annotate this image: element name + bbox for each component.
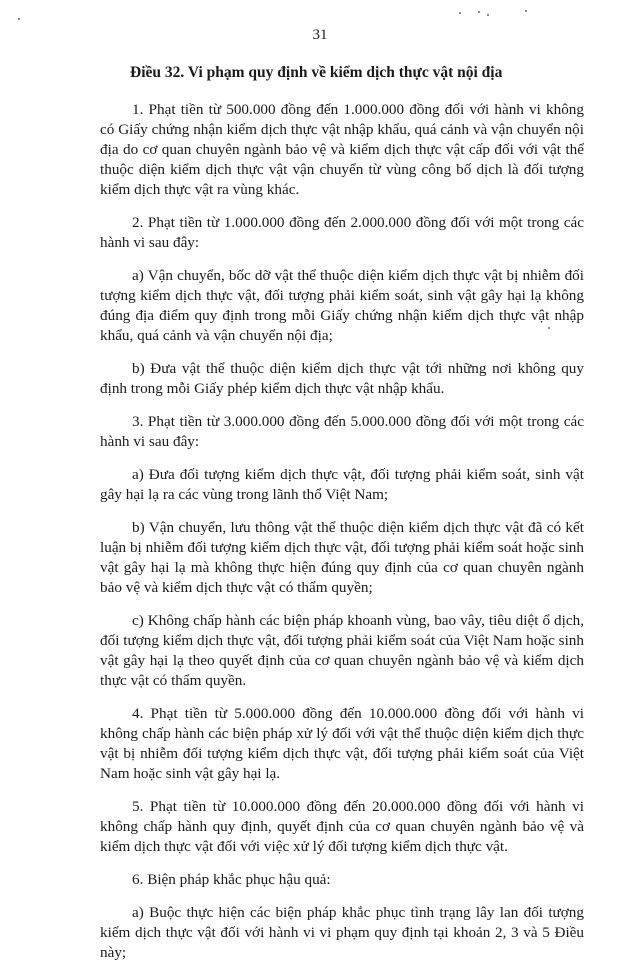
paragraph-clause-4: 4. Phạt tiền từ 5.000.000 đồng đến 10.000.000 đồng đối với hành vi không chấp hành các biện pháp xử lý đối với vật thể thuộc diện kiểm dịch thực vật bị nhiễm đối tượng kiểm dịch thực vật, đối tượng phải kiểm soát của Việt Nam hoặc sinh vật gây hại lạ.: [100, 705, 584, 782]
scan-speck: [525, 10, 527, 12]
page-number: 31: [312, 27, 328, 43]
paragraph-clause-3c: c) Không chấp hành các biện pháp khoanh vùng, bao vây, tiêu diệt ổ dịch, đối tượng kiểm dịch thực vật, đối tượng phải kiểm soát của Việt Nam hoặc sinh vật gây hại lạ theo quyết định của cơ quan chuyên ngành bảo vệ và kiểm dịch thực vật có thẩm quyền.: [100, 612, 584, 689]
paragraph-clause-6a: a) Buộc thực hiện các biện pháp khắc phục tình trạng lây lan đối tượng kiểm dịch thực vật đối với hành vi vi phạm quy định tại khoản 2, 3 và 5 Điều này;: [100, 904, 584, 961]
paragraph-clause-6: 6. Biện pháp khắc phục hậu quả:: [132, 871, 331, 888]
scan-speck: [18, 18, 20, 20]
paragraph-clause-2b: b) Đưa vật thể thuộc diện kiểm dịch thực vật tới những nơi không quy định trong mỗi Giấy phép kiểm dịch thực vật nhập khẩu.: [100, 360, 584, 397]
paragraph-clause-2: 2. Phạt tiền từ 1.000.000 đồng đến 2.000.000 đồng đối với một trong các hành vi sau đây:: [100, 214, 584, 251]
paragraph-clause-1: 1. Phạt tiền từ 500.000 đồng đến 1.000.000 đồng đối với hành vi không có Giấy chứng nhận kiểm dịch thực vật nhập khẩu, quá cảnh và vận chuyển nội địa do cơ quan chuyên ngành bảo vệ và kiểm dịch thực vật cấp đối với vật thể thuộc diện kiểm dịch thực vật vận chuyển từ vùng công bố dịch là đối tượng kiểm dịch thực vật ra vùng khác.: [100, 101, 584, 198]
scan-speck: [487, 14, 489, 16]
article-heading: Điều 32. Vi phạm quy định về kiểm dịch thực vật nội địa: [130, 64, 503, 81]
scan-speck: [459, 12, 461, 14]
paragraph-clause-5: 5. Phạt tiền từ 10.000.000 đồng đến 20.000.000 đồng đối với hành vi không chấp hành quy định, quyết định của cơ quan chuyên ngành bảo vệ và kiểm dịch thực vật đối với việc xử lý đối tượng kiểm dịch thực vật.: [100, 798, 584, 855]
scan-speck: [478, 11, 480, 13]
paragraph-clause-3b: b) Vận chuyển, lưu thông vật thể thuộc diện kiểm dịch thực vật đã có kết luận bị nhiễm đối tượng kiểm dịch thực vật, đối tượng phải kiểm soát hoặc sinh vật gây hại lạ mà không thực hiện đúng quy định của cơ quan chuyên ngành bảo vệ và kiểm dịch thực vật có thẩm quyền;: [100, 519, 584, 596]
paragraph-clause-3a: a) Đưa đối tượng kiểm dịch thực vật, đối tượng phải kiểm soát, sinh vật gây hại lạ ra các vùng trong lãnh thổ Việt Nam;: [100, 466, 584, 503]
paragraph-clause-2a: a) Vận chuyển, bốc dỡ vật thể thuộc diện kiểm dịch thực vật bị nhiễm đối tượng kiểm dịch thực vật, đối tượng phải kiểm soát, sinh vật gây hại lạ không đúng địa điểm quy định trong mỗi Giấy chứng nhận kiểm dịch thực vật nhập khẩu, quá cảnh và vận chuyển nội địa;: [100, 267, 584, 344]
paragraph-clause-3: 3. Phạt tiền từ 3.000.000 đồng đến 5.000.000 đồng đối với một trong các hành vi sau đây:: [100, 413, 584, 450]
article-body: [100, 100, 584, 963]
